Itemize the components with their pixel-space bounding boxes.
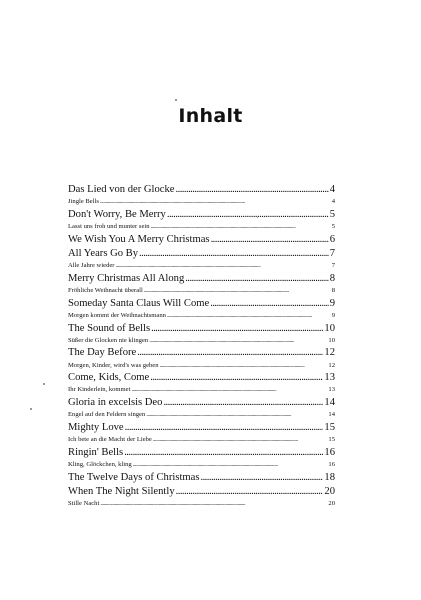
toc-entry xyxy=(68,371,335,396)
dot-leader xyxy=(139,247,329,261)
original-title: Ihr Kinderlein, kommet xyxy=(68,386,131,394)
song-title: All Years Go By xyxy=(68,247,139,259)
page-number: 7 xyxy=(331,261,335,269)
toc-song-row xyxy=(68,421,335,435)
dot-leader xyxy=(167,208,329,222)
dot-leader xyxy=(163,396,323,410)
scan-speck xyxy=(257,217,258,218)
page-number: 16 xyxy=(328,461,335,469)
dot-leader xyxy=(100,499,327,510)
toc-entry xyxy=(68,471,335,485)
page-number: 10 xyxy=(328,336,335,344)
toc-entry xyxy=(68,322,335,347)
song-title: Ringin' Bells xyxy=(68,447,124,458)
toc-song-row xyxy=(68,297,335,311)
toc-subtitle-row xyxy=(68,460,335,471)
toc-song-row xyxy=(68,485,335,499)
toc-entry xyxy=(68,247,335,272)
toc-song-row xyxy=(68,247,335,261)
toc-entry xyxy=(68,421,335,446)
dot-leader xyxy=(167,311,331,322)
toc-subtitle-row xyxy=(68,410,335,421)
song-title: The Sound of Bells xyxy=(68,322,151,334)
dot-leader xyxy=(116,261,331,272)
toc-subtitle-row xyxy=(68,361,335,372)
page-number: 6 xyxy=(329,233,335,245)
toc-entry xyxy=(68,208,335,233)
toc-entry xyxy=(68,297,335,322)
original-title: Morgen kommt der Weihnachtsmann xyxy=(68,311,166,319)
page-number: 13 xyxy=(324,372,335,384)
song-title: When The Night Silently xyxy=(68,485,175,497)
toc-entry xyxy=(68,346,335,371)
song-title: Someday Santa Claus Will Come xyxy=(68,297,210,309)
toc-entry xyxy=(68,233,335,247)
page-number: 20 xyxy=(324,485,335,497)
toc-subtitle-row xyxy=(68,286,335,297)
page-number: 16 xyxy=(324,447,335,458)
dot-leader xyxy=(144,286,331,297)
song-title: The Twelve Days of Christmas xyxy=(68,471,200,483)
dot-leader xyxy=(150,371,323,385)
toc-subtitle-row xyxy=(68,385,335,396)
dot-leader xyxy=(176,485,324,499)
song-title: Mighty Love xyxy=(68,422,124,434)
dot-leader xyxy=(125,421,324,435)
table-of-contents xyxy=(68,183,335,510)
dot-leader xyxy=(151,222,331,233)
song-title: Merry Christmas All Along xyxy=(68,272,185,284)
dot-leader xyxy=(100,197,331,208)
page-number: 12 xyxy=(324,347,335,359)
original-title: Lasst uns froh und munter sein xyxy=(68,222,150,230)
scan-speck xyxy=(175,99,177,101)
page-number: 12 xyxy=(328,361,335,369)
page-number: 15 xyxy=(328,436,335,444)
page-number: 9 xyxy=(331,311,335,319)
page-number: 4 xyxy=(331,198,335,206)
toc-song-row xyxy=(68,371,335,385)
toc-entry xyxy=(68,446,335,471)
page-number: 14 xyxy=(328,411,335,419)
dot-leader xyxy=(210,297,328,311)
scan-speck xyxy=(30,408,32,410)
dot-leader xyxy=(153,435,328,446)
toc-song-row xyxy=(68,346,335,360)
scan-speck xyxy=(43,383,45,385)
original-title: Alle Jahre wieder xyxy=(68,261,115,269)
toc-song-row xyxy=(68,233,335,247)
dot-leader xyxy=(176,183,329,197)
dot-leader xyxy=(211,233,329,247)
dot-leader xyxy=(146,410,327,421)
song-title: We Wish You A Merry Christmas xyxy=(68,233,210,245)
song-title: Come, Kids, Come xyxy=(68,372,150,384)
toc-song-row xyxy=(68,208,335,222)
original-title: Engel auf den Feldern singen xyxy=(68,411,146,419)
dot-leader xyxy=(151,322,323,336)
dot-leader xyxy=(200,471,323,485)
toc-entry xyxy=(68,485,335,510)
page-number: 9 xyxy=(329,297,335,309)
song-title: Gloria in excelsis Deo xyxy=(68,397,163,409)
toc-entry xyxy=(68,272,335,297)
toc-song-row xyxy=(68,322,335,336)
page-number: 15 xyxy=(324,422,335,434)
original-title: Kling, Glöckchen, kling xyxy=(68,461,132,469)
toc-entry xyxy=(68,183,335,208)
page-number: 7 xyxy=(329,247,335,259)
dot-leader xyxy=(133,460,328,471)
page-number: 5 xyxy=(331,222,335,230)
song-title: Das Lied von der Glocke xyxy=(68,184,175,195)
dot-leader xyxy=(124,446,323,460)
toc-entry xyxy=(68,396,335,421)
toc-subtitle-row xyxy=(68,336,335,347)
page-number: 20 xyxy=(328,500,335,508)
dot-leader xyxy=(160,361,328,372)
toc-song-row xyxy=(68,471,335,485)
page-number: 8 xyxy=(329,272,335,284)
toc-subtitle-row xyxy=(68,311,335,322)
toc-subtitle-row xyxy=(68,197,335,208)
toc-subtitle-row xyxy=(68,261,335,272)
page-number: 4 xyxy=(329,184,335,195)
toc-subtitle-row xyxy=(68,435,335,446)
dot-leader xyxy=(185,272,328,286)
toc-song-row xyxy=(68,272,335,286)
page-title: Inhalt xyxy=(178,105,243,127)
song-title: The Day Before xyxy=(68,347,137,359)
dot-leader xyxy=(137,346,323,360)
toc-song-row xyxy=(68,183,335,197)
original-title: Jingle Bells xyxy=(68,198,99,206)
dot-leader xyxy=(131,385,327,396)
original-title: Stille Nacht xyxy=(68,500,100,508)
page-number: 18 xyxy=(324,471,335,483)
original-title: Süßer die Glocken nie klingen xyxy=(68,336,149,344)
page-number: 10 xyxy=(324,322,335,334)
toc-subtitle-row xyxy=(68,499,335,510)
original-title: Ich bete an die Macht der Liebe xyxy=(68,436,152,444)
toc-subtitle-row xyxy=(68,222,335,233)
dot-leader xyxy=(149,336,327,347)
page-number: 5 xyxy=(329,208,335,220)
original-title: Fröhliche Weihnacht überall xyxy=(68,286,143,294)
toc-song-row xyxy=(68,446,335,460)
song-title: Don't Worry, Be Merry xyxy=(68,208,166,220)
original-title: Morgen, Kinder, wird's was geben xyxy=(68,361,159,369)
page-number: 8 xyxy=(331,286,335,294)
toc-song-row xyxy=(68,396,335,410)
page-number: 14 xyxy=(324,397,335,409)
page-number: 13 xyxy=(328,386,335,394)
